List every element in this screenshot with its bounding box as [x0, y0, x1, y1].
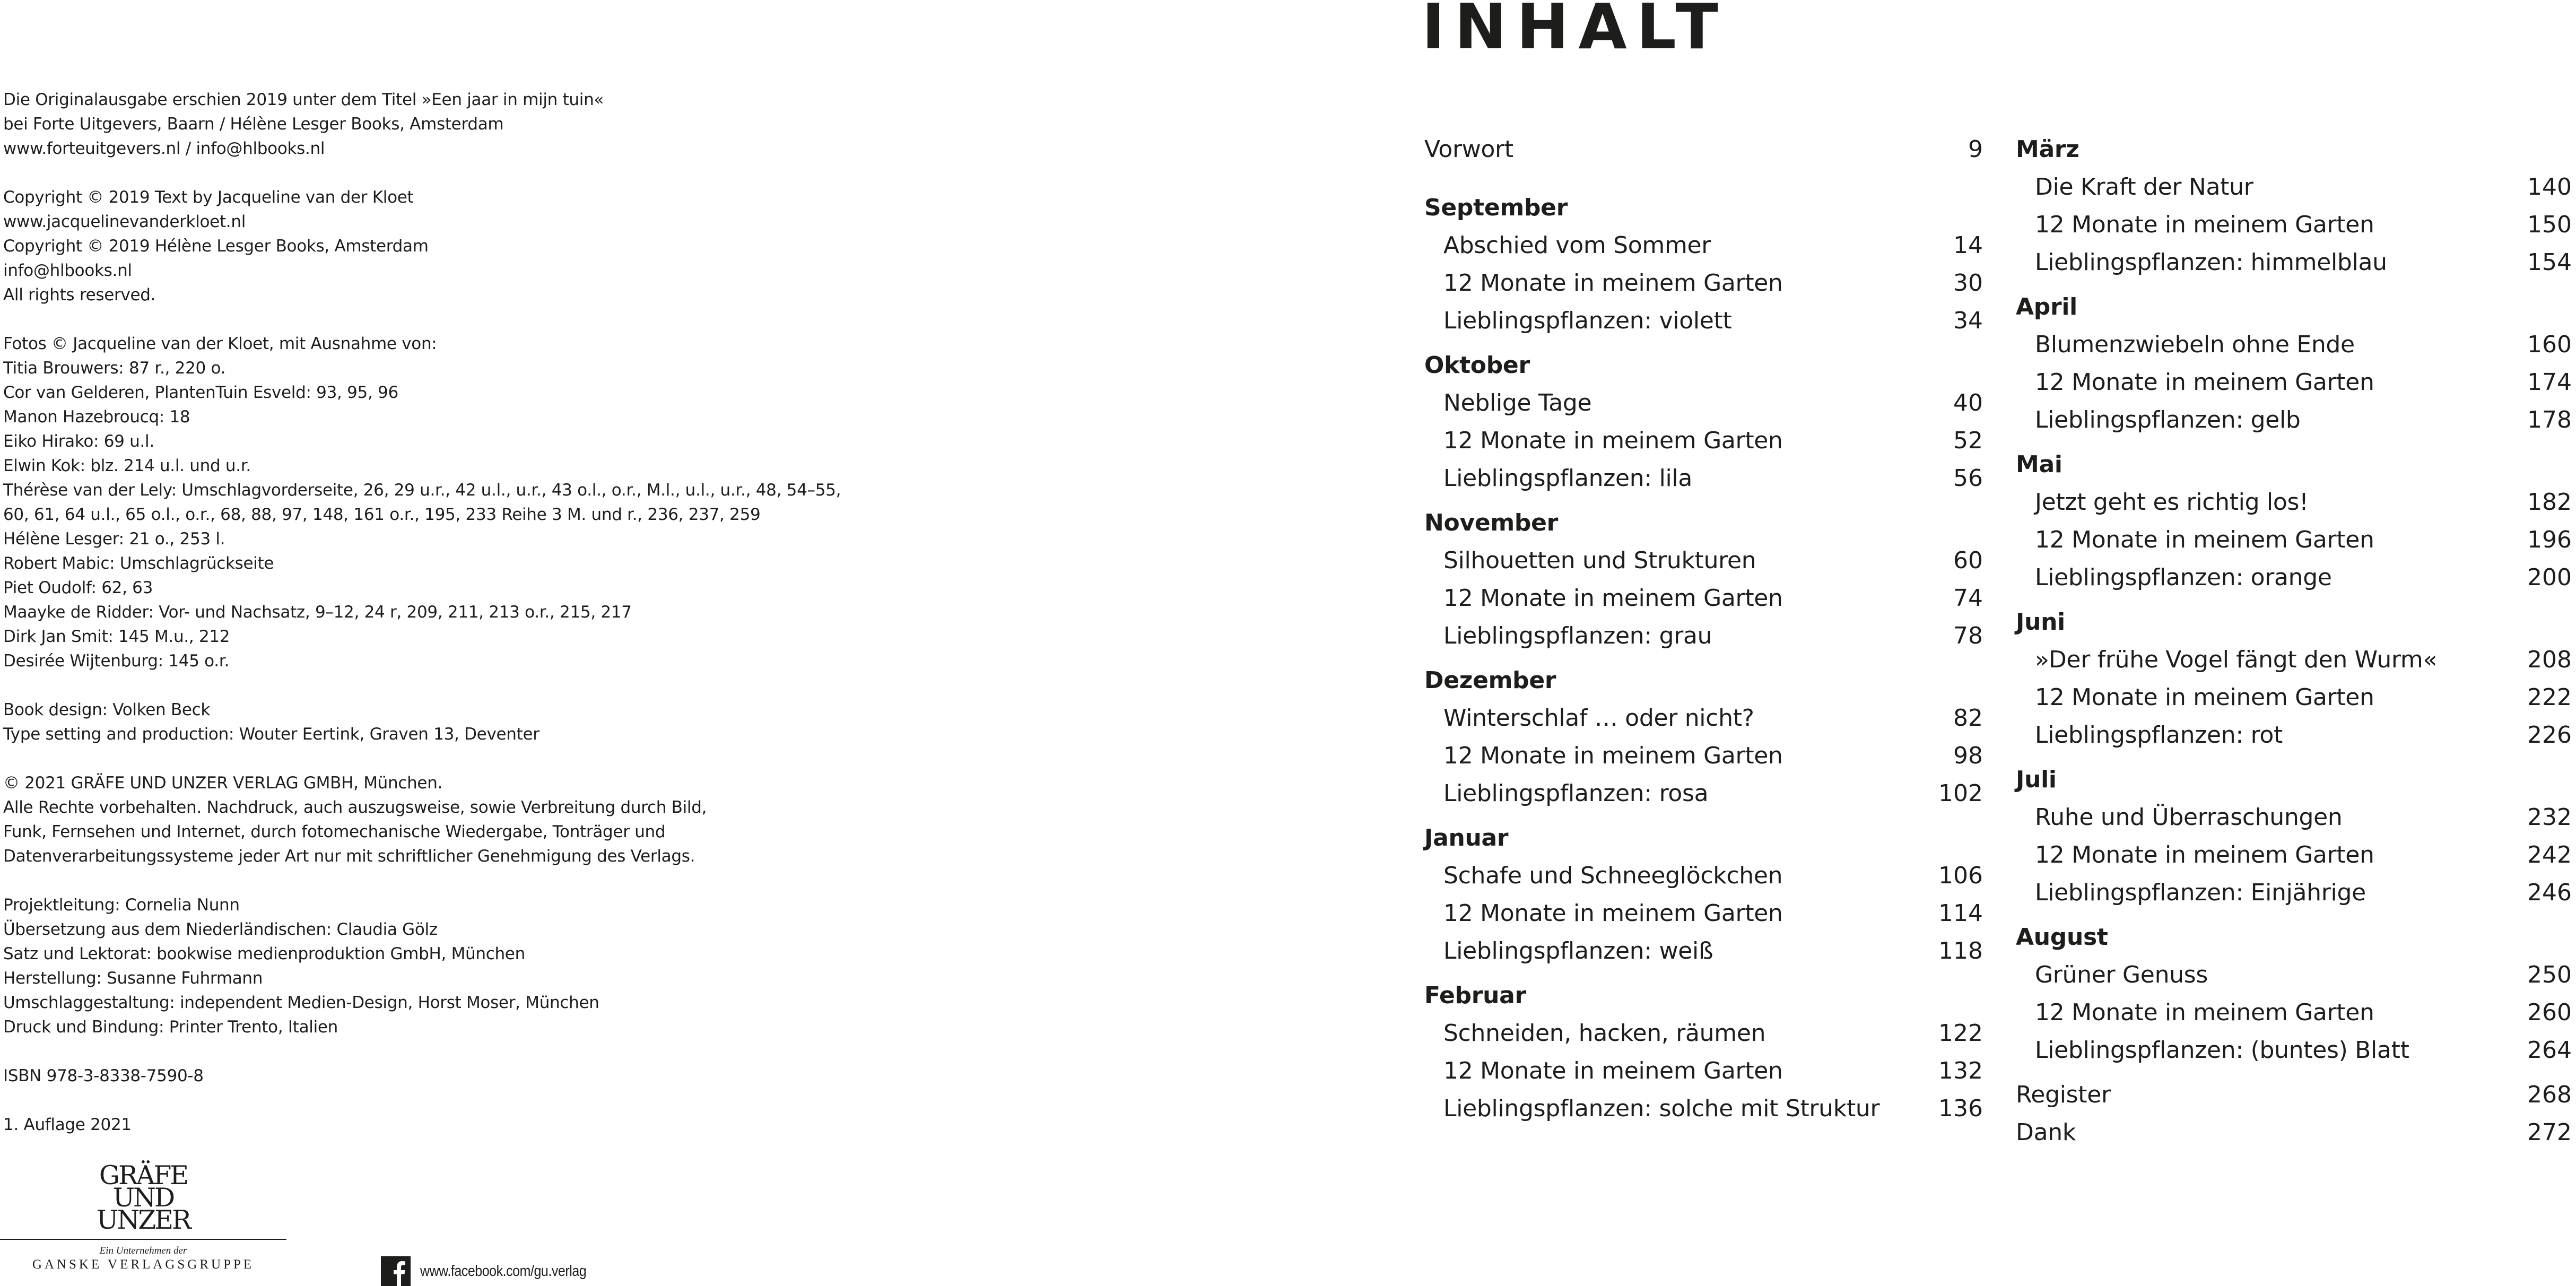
toc-entry-page: 52: [1953, 427, 1983, 454]
toc-entry-page: 136: [1938, 1095, 1983, 1122]
toc-entry-title: Lieblingspflanzen: lila: [1443, 465, 1693, 492]
toc-entry-page: 34: [1953, 307, 1983, 334]
toc-entry[interactable]: [1424, 1052, 1983, 1090]
imprint-line: Manon Hazebroucq: 18: [3, 407, 190, 427]
toc-entry-page: 30: [1953, 270, 1983, 297]
toc-entry[interactable]: [1424, 1090, 1983, 1127]
imprint-line: Alle Rechte vorbehalten. Nachdruck, auch auszugsweise, sowie Verbreitung durch Bild,: [3, 798, 707, 817]
toc-section-oktober: [1424, 346, 1983, 497]
toc-entry[interactable]: [1424, 384, 1983, 422]
edition: [3, 1113, 905, 1137]
toc-entry[interactable]: [2016, 244, 2572, 281]
imprint-line: © 2021 GRÄFE UND UNZER VERLAG GMBH, München.: [3, 774, 443, 793]
toc-entry-title: 12 Monate in meinem Garten: [2035, 999, 2374, 1026]
toc-entry-title: »Der frühe Vogel fängt den Wurm«: [2035, 646, 2438, 673]
gu-wordmark: [90, 1160, 196, 1235]
toc-entry-title: Neblige Tage: [1443, 389, 1592, 416]
toc-entry[interactable]: [1424, 617, 1983, 655]
imprint-line: Thérèse van der Lely: Umschlagvorderseite, 26, 29 u.r., 42 u.l., u.r., 43 o.l., o.r., M.l., u.l., u.r., 48, 54–55,: [3, 481, 841, 500]
toc-entry-page: 106: [1938, 862, 1983, 889]
logo-subtitle: Ein Unternehmen der: [99, 1245, 187, 1256]
original-edition-note: [3, 88, 905, 161]
imprint-line: Dirk Jan Smit: 145 M.u., 212: [3, 627, 230, 646]
toc-entry[interactable]: [2016, 326, 2572, 363]
toc-entry-page: 232: [2527, 804, 2572, 831]
toc-month-heading: Dezember: [1424, 667, 1556, 694]
toc-entry-title: Lieblingspflanzen: orange: [2035, 564, 2332, 591]
imprint-line: Die Originalausgabe erschien 2019 unter dem Titel »Een jaar in mijn tuin«: [3, 90, 604, 109]
toc-entry-page: 250: [2527, 961, 2572, 988]
toc-entry[interactable]: [1424, 737, 1983, 775]
logo-group-name: GANSKE VERLAGSGRUPPE: [32, 1257, 255, 1272]
imprint-line: Robert Mabic: Umschlagrückseite: [3, 554, 274, 573]
toc-entry[interactable]: [1424, 775, 1983, 812]
toc-entry-page: 268: [2527, 1081, 2572, 1108]
toc-entry-title: Abschied vom Sommer: [1443, 232, 1711, 259]
imprint-line: Druck und Bindung: Printer Trento, Italien: [3, 1018, 338, 1037]
toc-entry-page: 182: [2527, 489, 2572, 516]
toc-entry-title: 12 Monate in meinem Garten: [1443, 270, 1783, 297]
toc-entry-page: 264: [2527, 1037, 2572, 1064]
toc-month-heading: Oktober: [1424, 352, 1530, 379]
toc-entry[interactable]: [1424, 579, 1983, 617]
toc-entry-title: Schneiden, hacken, räumen: [1443, 1020, 1766, 1047]
toc-entry-page: 260: [2527, 999, 2572, 1026]
toc-entry-page: 154: [2527, 249, 2572, 276]
toc-entry-page: 140: [2527, 173, 2572, 201]
imprint-line: Type setting and production: Wouter Eertink, Graven 13, Deventer: [3, 725, 539, 744]
facebook-icon: [381, 1256, 411, 1286]
toc-entry-title: Winterschlaf … oder nicht?: [1443, 705, 1754, 732]
toc-entry-vorwort[interactable]: [1424, 131, 1983, 168]
toc-entry-title: Dank: [2016, 1119, 2076, 1146]
facebook-link[interactable]: [381, 1256, 613, 1286]
imprint-line: Übersetzung aus dem Niederländischen: Claudia Gölz: [3, 920, 438, 939]
toc-entry-title: Lieblingspflanzen: rot: [2035, 722, 2283, 749]
toc-entry-page: 98: [1953, 742, 1983, 769]
toc-entry-page: 200: [2527, 564, 2572, 591]
toc-entry-page: 118: [1938, 937, 1983, 964]
imprint-line: Desirée Wijtenburg: 145 o.r.: [3, 651, 229, 671]
toc-entry[interactable]: [1424, 894, 1983, 932]
toc-entry-title: Blumenzwiebeln ohne Ende: [2035, 331, 2355, 358]
isbn: [3, 1064, 905, 1088]
toc-entry-title: 12 Monate in meinem Garten: [1443, 427, 1783, 454]
toc-entry[interactable]: [1424, 542, 1983, 579]
toc-entry[interactable]: [1424, 422, 1983, 459]
toc-entry-title: Lieblingspflanzen: solche mit Struktur: [1443, 1095, 1880, 1122]
imprint-line: www.forteuitgevers.nl / info@hlbooks.nl: [3, 139, 325, 158]
toc-month-heading: September: [1424, 194, 1568, 221]
production-credits: [3, 893, 905, 1039]
toc-entry[interactable]: [2016, 956, 2572, 994]
toc-section-maerz: [2016, 131, 2572, 281]
imprint-line: Copyright © 2019 Text by Jacqueline van der Kloet: [3, 188, 414, 207]
imprint-line: Satz und Lektorat: bookwise medienproduktion GmbH, München: [3, 944, 525, 963]
page-title: INHALT: [1422, 0, 1728, 63]
toc-entry[interactable]: [2016, 206, 2572, 244]
imprint-line: Funk, Fernsehen und Internet, durch fotomechanische Wiedergabe, Tonträger und: [3, 822, 666, 841]
toc-entry-title: Lieblingspflanzen: violett: [1443, 307, 1732, 334]
toc-entry[interactable]: [2016, 363, 2572, 401]
toc-entry-page: 178: [2527, 406, 2572, 433]
toc-column-left: [1424, 131, 1983, 1127]
toc-entry-register[interactable]: [2016, 1076, 2572, 1114]
toc-entry[interactable]: [2016, 559, 2572, 596]
toc-entry[interactable]: [2016, 401, 2572, 439]
toc-entry-title: Lieblingspflanzen: rosa: [1443, 780, 1709, 807]
toc-entry-title: 12 Monate in meinem Garten: [2035, 841, 2374, 868]
toc-section-dezember: [1424, 662, 1983, 812]
rights-notice: [3, 771, 905, 868]
toc-month-heading: April: [2016, 293, 2077, 320]
toc-entry[interactable]: [1424, 227, 1983, 264]
toc-entry-title: Vorwort: [1424, 136, 1513, 163]
imprint-line: Piet Oudolf: 62, 63: [3, 578, 153, 597]
toc-entry-page: 82: [1953, 705, 1983, 732]
toc-month-heading: Juni: [2016, 609, 2065, 636]
toc-entry[interactable]: [2016, 836, 2572, 874]
toc-column-right: [2016, 131, 2572, 1151]
toc-entry[interactable]: [2016, 994, 2572, 1031]
imprint-line: Copyright © 2019 Hélène Lesger Books, Amsterdam: [3, 237, 429, 256]
toc-entry-title: 12 Monate in meinem Garten: [1443, 585, 1783, 612]
toc-entry-page: 74: [1953, 585, 1983, 612]
logo-line: UND: [112, 1183, 174, 1213]
toc-entry-title: Grüner Genuss: [2035, 961, 2208, 988]
toc-entry[interactable]: [2016, 874, 2572, 911]
toc-entry-page: 14: [1953, 232, 1983, 259]
imprint-line: Projektleitung: Cornelia Nunn: [3, 896, 240, 915]
toc-entry-title: 12 Monate in meinem Garten: [2035, 526, 2374, 553]
imprint-line: Eiko Hirako: 69 u.l.: [3, 432, 154, 451]
imprint-line: Maayke de Ridder: Vor- und Nachsatz, 9–12, 24 r, 209, 211, 213 o.r., 215, 217: [3, 603, 632, 622]
toc-entry-page: 114: [1938, 900, 1983, 927]
toc-entry-page: 102: [1938, 780, 1983, 807]
toc-entry-page: 56: [1953, 465, 1983, 492]
edition-number: 1. Auflage 2021: [3, 1115, 132, 1134]
toc-entry[interactable]: [2016, 798, 2572, 836]
toc-section-mai: [2016, 446, 2572, 596]
imprint-line: www.jacquelinevanderkloet.nl: [3, 212, 246, 231]
toc-entry-page: 174: [2527, 369, 2572, 396]
toc-entry-title: 12 Monate in meinem Garten: [2035, 684, 2374, 711]
toc-month-heading: Mai: [2016, 451, 2062, 478]
toc-entry[interactable]: [1424, 699, 1983, 737]
logo-line: UNZER: [97, 1205, 190, 1235]
toc-entry[interactable]: [1424, 857, 1983, 894]
toc-entry[interactable]: [1424, 932, 1983, 970]
toc-entry[interactable]: [2016, 641, 2572, 679]
toc-section-september: [1424, 189, 1983, 340]
toc-entry[interactable]: [2016, 168, 2572, 206]
publisher-logo: [0, 1160, 286, 1273]
toc-section-februar: [1424, 977, 1983, 1127]
toc-month-heading: August: [2016, 924, 2108, 951]
toc-entry-page: 246: [2527, 879, 2572, 906]
toc-month-heading: Februar: [1424, 982, 1526, 1009]
toc-section-januar: [1424, 819, 1983, 970]
toc-entry-title: Schafe und Schneeglöckchen: [1443, 862, 1783, 889]
imprint-block: [3, 88, 905, 1161]
imprint-line: Datenverarbeitungssysteme jeder Art nur mit schriftlicher Genehmigung des Verlags.: [3, 847, 695, 866]
toc-entry-page: 122: [1938, 1020, 1983, 1047]
toc-entry-page: 160: [2527, 331, 2572, 358]
toc-entry-title: Register: [2016, 1081, 2111, 1108]
design-credits: [3, 698, 905, 746]
toc-entry-title: Silhouetten und Strukturen: [1443, 547, 1756, 574]
toc-entry[interactable]: [2016, 483, 2572, 521]
imprint-line: Elwin Kok: blz. 214 u.l. und u.r.: [3, 456, 251, 475]
imprint-line: Book design: Volken Beck: [3, 700, 211, 719]
copyright-note: [3, 185, 905, 307]
toc-entry-title: Lieblingspflanzen: Einjährige: [2035, 879, 2366, 906]
logo-line: GRÄFE: [99, 1160, 188, 1191]
toc-entry[interactable]: [2016, 521, 2572, 559]
toc-entry-page: 150: [2527, 211, 2572, 238]
toc-entry-title: Die Kraft der Natur: [2035, 173, 2253, 201]
toc-entry[interactable]: [2016, 1031, 2572, 1069]
toc-entry-title: Lieblingspflanzen: weiß: [1443, 937, 1713, 964]
toc-entry-title: 12 Monate in meinem Garten: [2035, 369, 2374, 396]
toc-entry-page: 78: [1953, 622, 1983, 649]
imprint-line: Umschlaggestaltung: independent Medien-Design, Horst Moser, München: [3, 993, 599, 1012]
imprint-line: Titia Brouwers: 87 r., 220 o.: [3, 359, 226, 378]
toc-section-april: [2016, 288, 2572, 439]
toc-section-november: [1424, 504, 1983, 655]
toc-entry[interactable]: [1424, 264, 1983, 302]
toc-entry[interactable]: [2016, 679, 2572, 716]
toc-month-heading: Juli: [2016, 766, 2057, 793]
toc-entry-title: 12 Monate in meinem Garten: [2035, 211, 2374, 238]
imprint-line: All rights reserved.: [3, 285, 156, 305]
imprint-line: Herstellung: Susanne Fuhrmann: [3, 969, 263, 988]
isbn-number: ISBN 978-3-8338-7590-8: [3, 1066, 204, 1085]
toc-section-august: [2016, 918, 2572, 1069]
logo-divider: [0, 1239, 286, 1240]
toc-entry-title: Lieblingspflanzen: himmelblau: [2035, 249, 2387, 276]
toc-entry-page: 196: [2527, 526, 2572, 553]
toc-entry-title: Lieblingspflanzen: gelb: [2035, 406, 2301, 433]
toc-entry-title: Jetzt geht es richtig los!: [2035, 489, 2309, 516]
toc-entry-page: 226: [2527, 722, 2572, 749]
toc-entry-title: Ruhe und Überraschungen: [2035, 804, 2343, 831]
toc-entry-title: 12 Monate in meinem Garten: [1443, 742, 1783, 769]
toc-entry-page: 132: [1938, 1057, 1983, 1084]
toc-entry-page: 60: [1953, 547, 1983, 574]
toc-section-juli: [2016, 761, 2572, 911]
toc-entry-page: 222: [2527, 684, 2572, 711]
toc-section-juni: [2016, 603, 2572, 754]
toc-entry[interactable]: [1424, 302, 1983, 340]
toc-entry-page: 272: [2527, 1119, 2572, 1146]
imprint-line: info@hlbooks.nl: [3, 261, 132, 280]
photo-credits: [3, 332, 905, 673]
toc-entry[interactable]: [1424, 1014, 1983, 1052]
facebook-url: www.facebook.com/gu.verlag: [420, 1262, 587, 1280]
imprint-line: Fotos © Jacqueline van der Kloet, mit Ausnahme von:: [3, 334, 437, 353]
toc-entry-title: Lieblingspflanzen: (buntes) Blatt: [2035, 1037, 2409, 1064]
toc-entry[interactable]: [1424, 459, 1983, 497]
toc-entry-title: Lieblingspflanzen: grau: [1443, 622, 1712, 649]
toc-entry-page: 242: [2527, 841, 2572, 868]
imprint-line: bei Forte Uitgevers, Baarn / Hélène Lesger Books, Amsterdam: [3, 115, 504, 134]
toc-month-heading: November: [1424, 509, 1559, 536]
toc-entry-page: 9: [1968, 136, 1983, 163]
toc-entry-page: 208: [2527, 646, 2572, 673]
toc-month-heading: März: [2016, 136, 2079, 163]
toc-entry[interactable]: [2016, 716, 2572, 754]
imprint-line: 60, 61, 64 u.l., 65 o.l., o.r., 68, 88, 97, 148, 161 o.r., 195, 233 Reihe 3 M. und r., 236, 237, 259: [3, 505, 761, 524]
toc-month-heading: Januar: [1424, 824, 1509, 851]
toc-entry-title: 12 Monate in meinem Garten: [1443, 900, 1783, 927]
imprint-line: Hélène Lesger: 21 o., 253 l.: [3, 529, 225, 549]
imprint-line: Cor van Gelderen, PlantenTuin Esveld: 93, 95, 96: [3, 383, 398, 402]
toc-entry-dank[interactable]: [2016, 1114, 2572, 1151]
toc-entry-title: 12 Monate in meinem Garten: [1443, 1057, 1783, 1084]
toc-entry-page: 40: [1953, 389, 1983, 416]
